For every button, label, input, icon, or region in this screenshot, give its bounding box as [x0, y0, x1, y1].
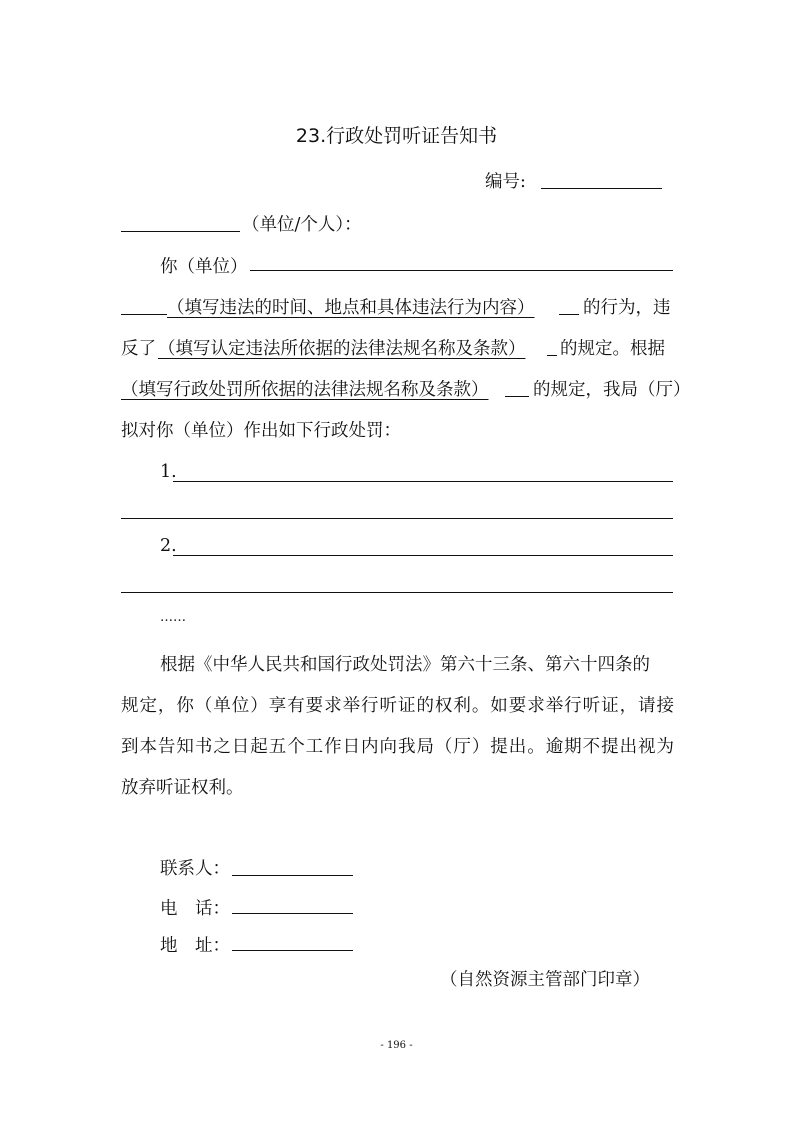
violated-suffix: 的规定。根据	[560, 339, 665, 359]
hearing-rights-line-2: 规定，你（单位）享有要求举行听证的权利。如要求举行听证，请接	[121, 696, 674, 716]
penalty-law-blank-tail	[505, 396, 529, 397]
recipient-label: （单位/个人）：	[242, 215, 362, 235]
penalty-suffix: 的规定，我局（厅）	[533, 380, 691, 400]
number-blank	[541, 188, 662, 189]
violated-law-fill-hint: （填写认定违法所依据的法律法规名称及条款）	[158, 339, 526, 359]
item-1-blank	[173, 481, 673, 482]
page-number: - 196 -	[380, 1040, 413, 1051]
hearing-rights-line-1: 根据《中华人民共和国行政处罚法》第六十三条、第六十四条的	[160, 655, 650, 675]
hearing-rights-line-3: 到本告知书之日起五个工作日内向我局（厅）提出。逾期不提出视为	[121, 737, 674, 757]
document-title: 23.行政处罚听证告知书	[295, 125, 498, 147]
address-label: 地 址：	[160, 936, 230, 956]
recipient-blank	[121, 231, 240, 232]
unit-name-blank	[250, 270, 673, 271]
seal-note: （自然资源主管部门印章）	[440, 970, 650, 990]
conduct-fill-hint: （填写违法的时间、地点和具体违法行为内容）	[167, 298, 535, 318]
item-2-blank	[173, 555, 673, 556]
penalty-law-fill-hint: （填写行政处罚所依据的法律法规名称及条款）	[121, 380, 489, 400]
conduct-blank-tail	[559, 314, 579, 315]
ellipsis: ……	[160, 610, 186, 625]
violated-law-blank-tail	[547, 355, 557, 356]
violated-text: 反了	[121, 339, 156, 359]
phone-label: 电 话：	[160, 899, 230, 919]
phone-blank	[232, 913, 353, 914]
contact-person-blank	[232, 875, 353, 876]
address-blank	[232, 950, 353, 951]
item-1-number: 1.	[160, 462, 177, 482]
item-1-blank-continued	[121, 518, 673, 519]
conduct-blank-lead	[121, 314, 167, 315]
number-label: 编号:	[485, 172, 526, 192]
item-2-number: 2.	[160, 536, 177, 556]
you-unit-label: 你（单位）	[160, 257, 248, 277]
contact-person-label: 联系人：	[160, 859, 230, 879]
item-2-blank-continued	[121, 592, 673, 593]
intent-text: 拟对你（单位）作出如下行政处罚：	[121, 421, 401, 441]
hearing-rights-line-4: 放弃听证权利。	[121, 778, 244, 798]
conduct-suffix: 的行为，违	[583, 298, 671, 318]
